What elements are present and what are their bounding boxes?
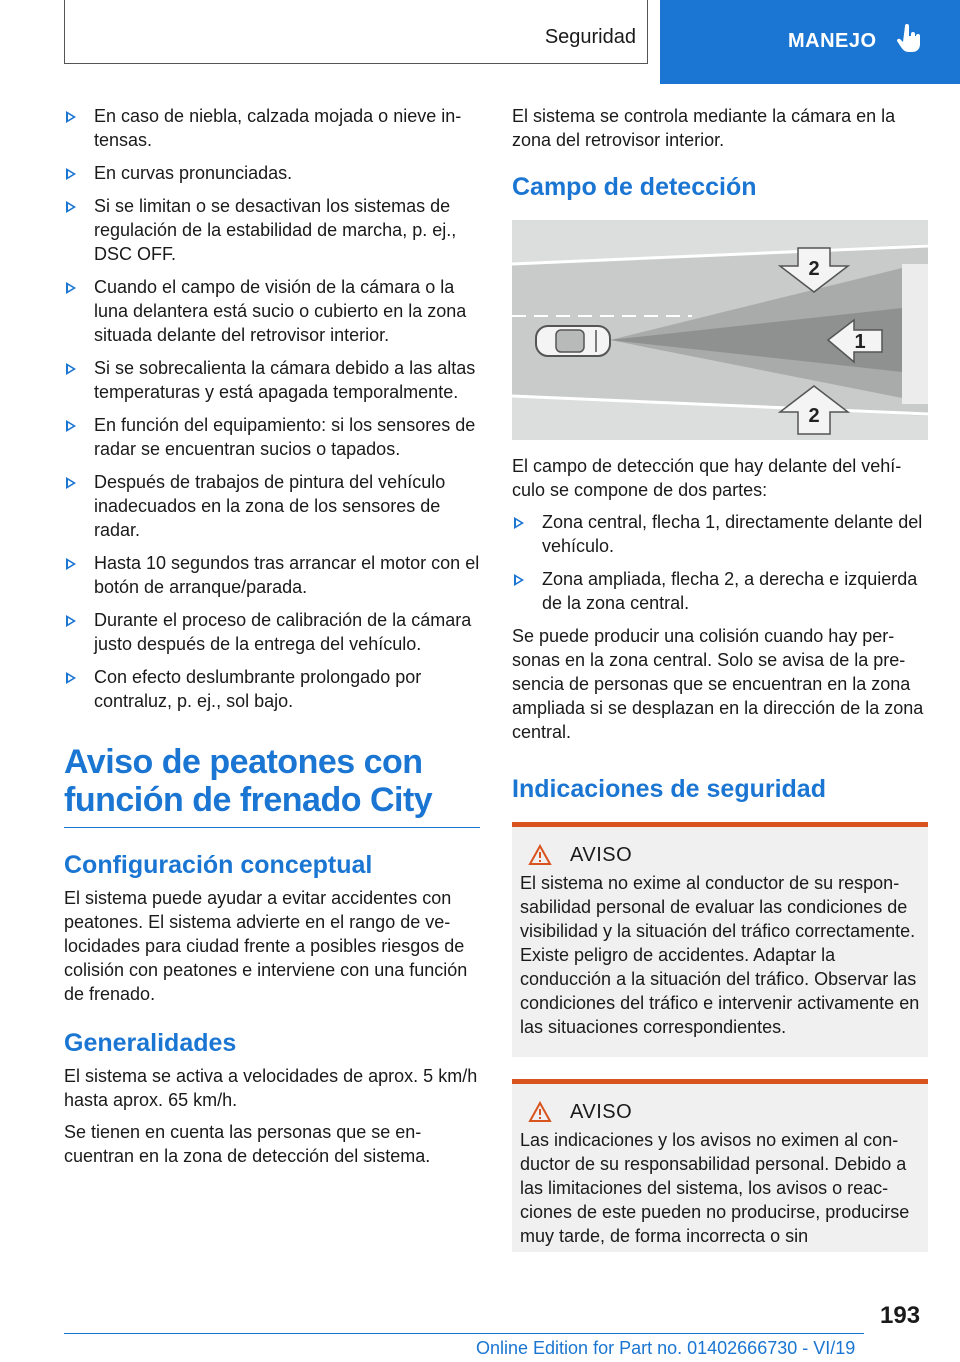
- detection-paragraph: El campo de detección que hay delante del vehículo se compone de dos partes:: [512, 456, 902, 500]
- warning-triangle-icon: [528, 1101, 552, 1123]
- header-section-title: Seguridad: [544, 26, 636, 48]
- list-item: Cuando el campo de visión de la cámara o la luna delantera está sucio o cubierto en la zona situada delante del retrovisor interior.: [64, 275, 480, 347]
- svg-text:2: 2: [808, 258, 820, 280]
- detection-heading: Campo de detección: [512, 173, 757, 201]
- triangle-bullet-icon: [66, 672, 76, 684]
- footer-divider: [64, 1333, 864, 1334]
- list-item: Zona central, flecha 1, directamente delante del vehículo.: [512, 510, 928, 558]
- triangle-bullet-icon: [66, 282, 76, 294]
- triangle-bullet-icon: [66, 201, 76, 213]
- triangle-bullet-icon: [66, 168, 76, 180]
- svg-text:1: 1: [854, 331, 866, 353]
- warning-text: El sistema no exime al conductor de su responsabilidad personal de evaluar las condiciones de visibilidad y la situación del tráfico correctamente. Existe peligro de accidentes. Adaptar la conducción a la situación del tráfico. Observar las condiciones del tráfico e intervenir activamente en las situaciones correspondientes.: [520, 873, 920, 1037]
- triangle-bullet-icon: [514, 517, 524, 529]
- warning-header: [520, 1100, 920, 1124]
- list-item: En función del equipamiento: si los sensores de radar se encuentran sucios o tapados.: [64, 413, 480, 461]
- left-column: [64, 104, 480, 1176]
- triangle-bullet-icon: [66, 615, 76, 627]
- safety-heading: Indicaciones de seguridad: [512, 775, 826, 803]
- car-icon: [536, 326, 610, 356]
- camera-paragraph: El sistema se controla mediante la cámara en la zona del retrovisor interior.: [512, 106, 896, 150]
- detection-field-diagram: [512, 220, 928, 440]
- concept-heading: Configuración conceptual: [64, 851, 373, 879]
- triangle-bullet-icon: [66, 363, 76, 375]
- list-item: Durante el proceso de calibración de la cámara justo después de la entrega del vehículo.: [64, 608, 480, 656]
- list-item: Si se sobrecalienta la cámara debido a las altas temperaturas y está apagada temporalmente.: [64, 356, 480, 404]
- warning-title: AVISO: [570, 1101, 633, 1123]
- main-section-title: Aviso de peatones con función de frenado City: [64, 743, 480, 828]
- list-item: Con efecto deslumbrante prolongado por contraluz, p. ej., sol bajo.: [64, 665, 480, 713]
- page-number: 193: [880, 1302, 921, 1329]
- limitations-list: [64, 104, 480, 713]
- list-item: Si se limitan o se desactivan los sistemas de regulación de la estabilidad de marcha, p. ej., DSC OFF.: [64, 194, 480, 266]
- list-item: Hasta 10 segundos tras arrancar el motor con el botón de arranque/parada.: [64, 551, 480, 599]
- warning-box: [512, 1079, 928, 1252]
- detection-field-illustration: [512, 220, 928, 440]
- general-paragraph-persons: Se tienen en cuenta las personas que se encuentran en la zona de detección del sistema.: [64, 1122, 431, 1166]
- collision-paragraph: Se puede producir una colisión cuando hay personas en la zona central. Solo se avisa de la presencia de personas que se encuentran en la zona ampliada si se desplazan en la dirección de la zona central.: [512, 626, 924, 742]
- warning-box: [512, 822, 928, 1057]
- warning-text: Las indicaciones y los avisos no eximen al conductor de su responsabilidad personal. Debido a las limitaciones del sistema, los avisos o reacciones de este pueden no producirse, producirse muy tarde, de forma incorrecta o sin: [520, 1130, 910, 1246]
- triangle-bullet-icon: [66, 111, 76, 123]
- list-item: Zona ampliada, flecha 2, a derecha e izquierda de la zona central.: [512, 567, 928, 615]
- warning-header: [520, 843, 920, 867]
- warning-title: AVISO: [570, 844, 633, 866]
- list-item: En curvas pronunciadas.: [64, 161, 480, 185]
- header-chapter-tab[interactable]: [660, 0, 960, 84]
- general-heading: Generalidades: [64, 1029, 237, 1057]
- footer-edition: Online Edition for Part no. 01402666730 - VI/19: [476, 1338, 856, 1358]
- svg-text:2: 2: [808, 405, 820, 427]
- triangle-bullet-icon: [514, 574, 524, 586]
- triangle-bullet-icon: [66, 477, 76, 489]
- concept-paragraph: El sistema puede ayudar a evitar accidentes con peatones. El sistema advierte en el rango de velocidades para ciudad frente a posibles riesgos de colisión con peatones e interviene con una función de frenado.: [64, 888, 468, 1004]
- warning-triangle-icon: [528, 844, 552, 866]
- hand-pointer-icon: [896, 24, 924, 54]
- right-column: [512, 104, 928, 1266]
- header-chapter-label: MANEJO: [788, 30, 877, 52]
- list-item: Después de trabajos de pintura del vehículo inadecuados en la zona de los sensores de radar.: [64, 470, 480, 542]
- detection-zones-list: [512, 510, 928, 615]
- list-item: En caso de niebla, calzada mojada o nieve intensas.: [64, 104, 480, 152]
- triangle-bullet-icon: [66, 558, 76, 570]
- general-paragraph-speed: El sistema se activa a velocidades de aprox. 5 km/h hasta aprox. 65 km/h.: [64, 1066, 478, 1110]
- triangle-bullet-icon: [66, 420, 76, 432]
